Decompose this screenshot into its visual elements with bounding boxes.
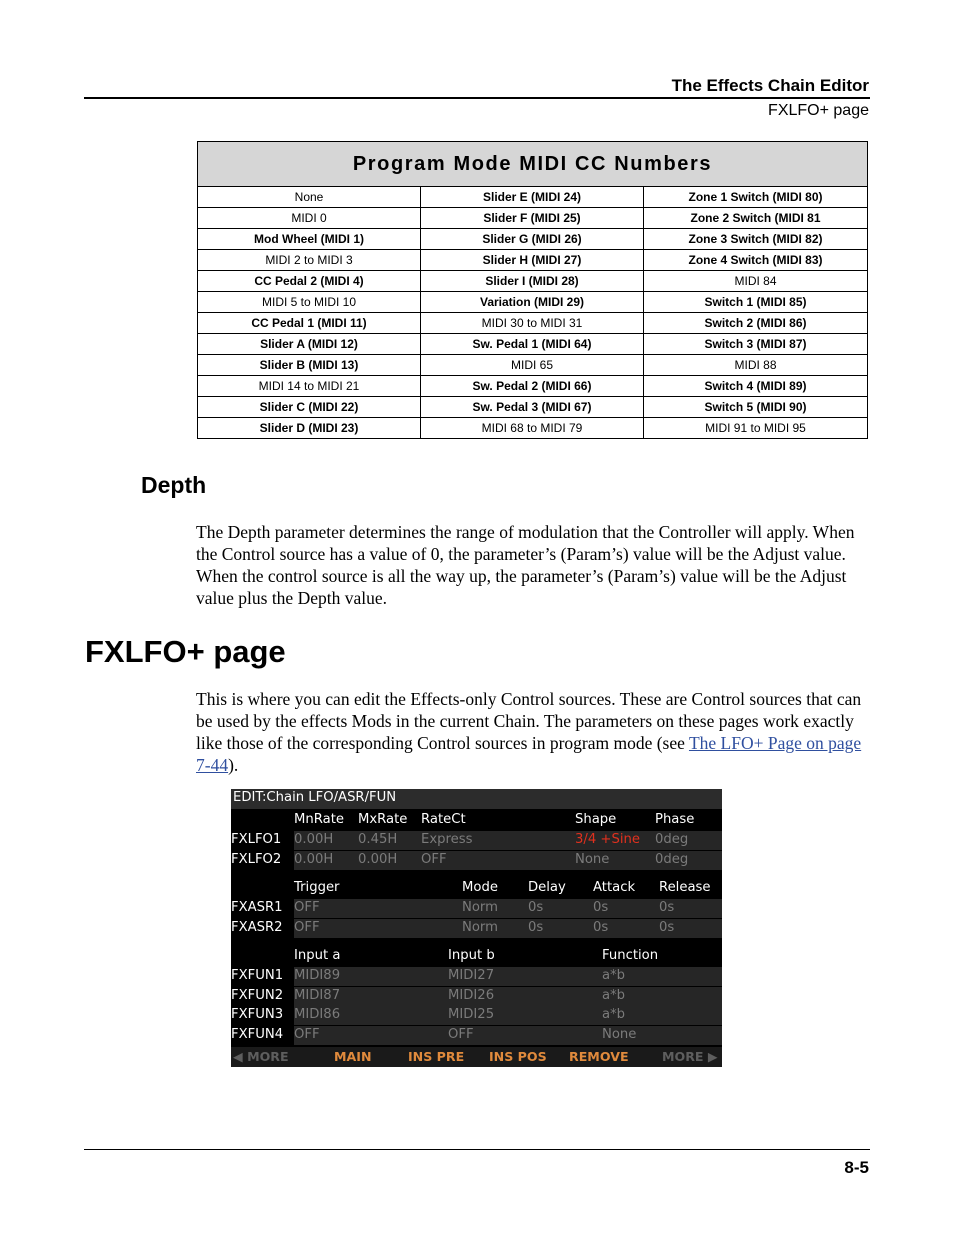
- table-row: [198, 376, 868, 397]
- lfo-row-1: [231, 831, 722, 851]
- table-cell: Sw. Pedal 2 (MIDI 66): [421, 376, 644, 397]
- midi-cc-table: [197, 141, 868, 439]
- row-label: FXASR1: [231, 900, 283, 915]
- param-value[interactable]: 0.45H: [358, 832, 398, 847]
- param-value[interactable]: MIDI27: [448, 968, 495, 983]
- row-label: FXFUN4: [231, 1027, 284, 1042]
- fun-row-1: [231, 967, 722, 987]
- soft-button-bar: [231, 1047, 722, 1067]
- table-cell: Sw. Pedal 3 (MIDI 67): [421, 397, 644, 418]
- row-label: FXFUN2: [231, 988, 284, 1003]
- table-cell: Sw. Pedal 1 (MIDI 64): [421, 334, 644, 355]
- table-cell: Switch 1 (MIDI 85): [644, 292, 868, 313]
- table-cell: MIDI 5 to MIDI 10: [198, 292, 421, 313]
- param-value[interactable]: 0.00H: [358, 852, 398, 867]
- param-value[interactable]: 0.00H: [294, 832, 334, 847]
- fun-row-4: [231, 1026, 722, 1046]
- more-right-button[interactable]: MORE ▶: [662, 1049, 718, 1064]
- row-label: FXFUN1: [231, 968, 284, 983]
- table-cell: CC Pedal 1 (MIDI 11): [198, 313, 421, 334]
- table-cell: MIDI 84: [644, 271, 868, 292]
- table-cell: Switch 5 (MIDI 90): [644, 397, 868, 418]
- param-value[interactable]: OFF: [294, 1027, 320, 1042]
- table-row: [198, 292, 868, 313]
- col-header: Delay: [528, 880, 566, 895]
- table-row: [198, 418, 868, 439]
- param-value[interactable]: a*b: [602, 968, 626, 983]
- col-header: Mode: [462, 880, 498, 895]
- table-cell: Zone 1 Switch (MIDI 80): [644, 187, 868, 208]
- table-cell: MIDI 2 to MIDI 3: [198, 250, 421, 271]
- lfo-header-row: [231, 811, 722, 831]
- main-button[interactable]: MAIN: [334, 1049, 372, 1064]
- param-value[interactable]: a*b: [602, 988, 626, 1003]
- table-cell: MIDI 14 to MIDI 21: [198, 376, 421, 397]
- table-cell: Switch 3 (MIDI 87): [644, 334, 868, 355]
- col-header: Input b: [448, 948, 495, 963]
- remove-button[interactable]: REMOVE: [569, 1049, 629, 1064]
- table-cell: MIDI 68 to MIDI 79: [421, 418, 644, 439]
- table-cell: Slider H (MIDI 27): [421, 250, 644, 271]
- param-value[interactable]: 0s: [528, 920, 544, 935]
- running-header-subtitle: FXLFO+ page: [768, 102, 869, 119]
- table-body: [198, 187, 868, 439]
- col-header: MxRate: [358, 812, 408, 827]
- param-value-selected[interactable]: 3/4 +Sine: [575, 832, 640, 847]
- col-header: Function: [602, 948, 659, 963]
- table-row: [198, 313, 868, 334]
- row-label: FXLFO1: [231, 832, 282, 847]
- col-header: Input a: [294, 948, 341, 963]
- param-value[interactable]: MIDI89: [294, 968, 341, 983]
- param-value[interactable]: a*b: [602, 1007, 626, 1022]
- param-value[interactable]: 0s: [593, 900, 609, 915]
- param-value[interactable]: 0.00H: [294, 852, 334, 867]
- param-value[interactable]: 0s: [593, 920, 609, 935]
- col-header: Release: [659, 880, 711, 895]
- table-cell: CC Pedal 2 (MIDI 4): [198, 271, 421, 292]
- table-row: [198, 334, 868, 355]
- fxlfo-paragraph: [196, 688, 866, 776]
- fxlfo-text-after: ).: [228, 755, 239, 775]
- param-value[interactable]: Express: [421, 832, 473, 847]
- param-value[interactable]: MIDI86: [294, 1007, 341, 1022]
- param-value[interactable]: MIDI26: [448, 988, 495, 1003]
- col-header: Phase: [655, 812, 695, 827]
- table-cell: Zone 4 Switch (MIDI 83): [644, 250, 868, 271]
- table-row: [198, 355, 868, 376]
- param-value[interactable]: MIDI25: [448, 1007, 495, 1022]
- asr-row-1: [231, 899, 722, 919]
- page-number: 8-5: [844, 1158, 869, 1177]
- table-cell: MIDI 91 to MIDI 95: [644, 418, 868, 439]
- table-cell: Slider C (MIDI 22): [198, 397, 421, 418]
- chain-editor-screenshot: [231, 789, 722, 1067]
- param-value[interactable]: None: [602, 1027, 637, 1042]
- depth-paragraph: The Depth parameter determines the range of modulation that the Controller will apply. When the Control source has a value of 0, the parameter’s (Param’s) value will be the Adjust value. When the control source is all the way up, the parameter’s (Param’s) value will be the Adjust value plus the Depth value.: [196, 522, 855, 608]
- table-cell: Switch 4 (MIDI 89): [644, 376, 868, 397]
- table-cell: Variation (MIDI 29): [421, 292, 644, 313]
- header-rule: [84, 97, 870, 99]
- fun-row-3: [231, 1006, 722, 1026]
- col-header: MnRate: [294, 812, 344, 827]
- table-row: [198, 271, 868, 292]
- col-header: Trigger: [294, 880, 340, 895]
- table-row: [198, 397, 868, 418]
- table-cell: Slider D (MIDI 23): [198, 418, 421, 439]
- table-cell: MIDI 88: [644, 355, 868, 376]
- param-value[interactable]: 0s: [528, 900, 544, 915]
- param-value[interactable]: OFF: [421, 852, 447, 867]
- row-label: FXLFO2: [231, 852, 282, 867]
- table-title: Program Mode MIDI CC Numbers: [198, 142, 868, 187]
- table-cell: Slider B (MIDI 13): [198, 355, 421, 376]
- table-cell: Mod Wheel (MIDI 1): [198, 229, 421, 250]
- table-row: [198, 229, 868, 250]
- table-cell: Slider A (MIDI 12): [198, 334, 421, 355]
- param-value[interactable]: 0deg: [655, 852, 689, 867]
- lfo-page-link[interactable]: The LFO+ Page on page 7-44: [196, 733, 862, 775]
- depth-heading: Depth: [141, 472, 207, 498]
- screen-title: EDIT:Chain LFO/ASR/FUN: [233, 790, 397, 805]
- ins-pos-button[interactable]: INS POS: [489, 1049, 547, 1064]
- row-label: FXASR2: [231, 920, 283, 935]
- footer-rule: [84, 1149, 870, 1150]
- fxlfo-heading: FXLFO+ page: [85, 634, 286, 669]
- col-header: RateCt: [421, 812, 466, 827]
- table-row: [198, 250, 868, 271]
- fun-header-row: [231, 947, 722, 967]
- param-value[interactable]: None: [575, 852, 610, 867]
- table-cell: Slider I (MIDI 28): [421, 271, 644, 292]
- asr-row-2: [231, 919, 722, 939]
- param-value[interactable]: Norm: [462, 920, 498, 935]
- table-cell: None: [198, 187, 421, 208]
- table-cell: Slider F (MIDI 25): [421, 208, 644, 229]
- table-cell: MIDI 30 to MIDI 31: [421, 313, 644, 334]
- param-value[interactable]: 0deg: [655, 832, 689, 847]
- table-row: [198, 187, 868, 208]
- param-value[interactable]: MIDI87: [294, 988, 341, 1003]
- fxlfo-text-before: This is where you can edit the Effects-only Control sources. These are Control sources that can be used by the effects Mods in the current Chain. The parameters on these pages work exactly like those of the corresponding Control sources in program mode (see: [196, 689, 862, 753]
- table-cell: Slider E (MIDI 24): [421, 187, 644, 208]
- param-value[interactable]: 0s: [659, 920, 675, 935]
- ins-pre-button[interactable]: INS PRE: [408, 1049, 465, 1064]
- table-cell: Slider G (MIDI 26): [421, 229, 644, 250]
- table-cell: MIDI 65: [421, 355, 644, 376]
- fun-row-2: [231, 987, 722, 1007]
- param-value[interactable]: OFF: [294, 920, 320, 935]
- param-value[interactable]: Norm: [462, 900, 498, 915]
- param-value[interactable]: OFF: [448, 1027, 474, 1042]
- table-cell: Zone 3 Switch (MIDI 82): [644, 229, 868, 250]
- more-left-button[interactable]: ◀ MORE: [233, 1049, 289, 1064]
- table-row: [198, 208, 868, 229]
- asr-header-row: [231, 879, 722, 899]
- col-header: Attack: [593, 880, 636, 895]
- param-value[interactable]: 0s: [659, 900, 675, 915]
- table-cell: MIDI 0: [198, 208, 421, 229]
- screen-title-bar: [231, 789, 722, 809]
- running-header-title: The Effects Chain Editor: [671, 76, 869, 95]
- param-value[interactable]: OFF: [294, 900, 320, 915]
- table-cell: Switch 2 (MIDI 86): [644, 313, 868, 334]
- col-header: Shape: [575, 812, 617, 827]
- table-cell: Zone 2 Switch (MIDI 81: [644, 208, 868, 229]
- row-label: FXFUN3: [231, 1007, 284, 1022]
- lfo-row-2: [231, 851, 722, 871]
